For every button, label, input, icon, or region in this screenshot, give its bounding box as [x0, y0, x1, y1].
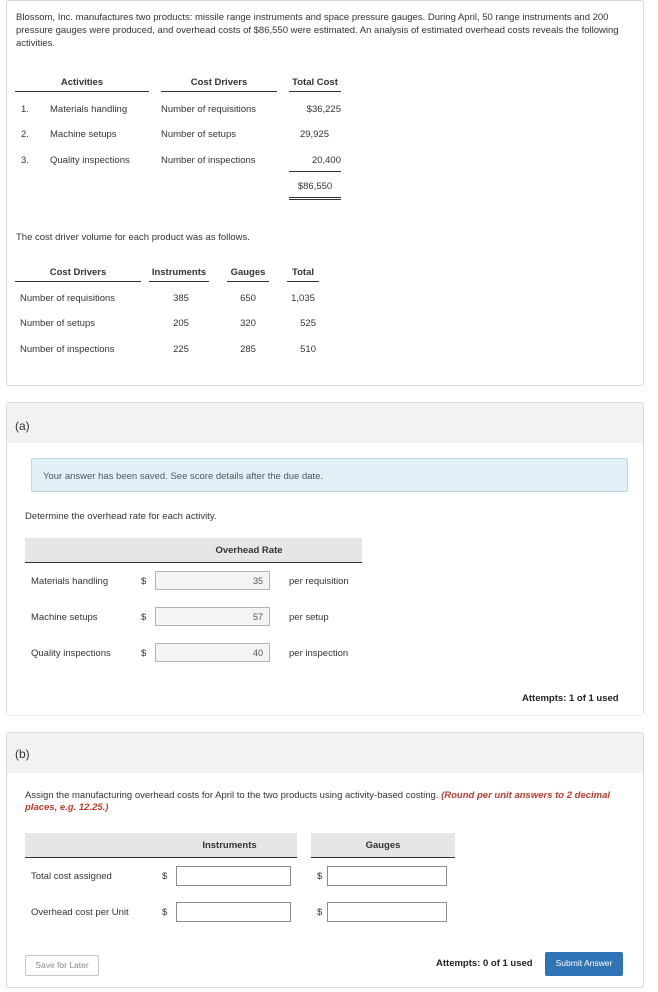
submit-answer-button[interactable]: Submit Answer — [545, 952, 623, 976]
saved-notice — [31, 458, 628, 492]
currency-symbol: $ — [317, 871, 323, 882]
rate-row-label: Machine setups — [31, 612, 98, 623]
save-for-later-button[interactable]: Save for Later — [25, 955, 99, 976]
part-b-header — [7, 733, 643, 773]
rounding-note: (Round per unit answers to 2 decimal places, e.g. 12.25.) — [25, 790, 611, 813]
instruments-volume: 225 — [173, 344, 189, 355]
rate-unit: per requisition — [289, 576, 349, 587]
part-a-label: (a) — [15, 419, 30, 433]
instruments-col-header: Instruments — [202, 840, 257, 851]
row-number: 1. — [21, 104, 29, 115]
gauges-volume: 285 — [240, 344, 256, 355]
materials-handling-rate-input[interactable]: 35 — [155, 571, 270, 590]
saved-notice-text: Your answer has been saved. See score details after the due date. — [43, 471, 324, 482]
part-b-label: (b) — [15, 747, 30, 761]
problem-card — [6, 0, 644, 386]
overhead-rate-header: Overhead Rate — [215, 545, 283, 556]
activity-name: Quality inspections — [50, 155, 130, 166]
instruments-volume: 385 — [173, 293, 189, 304]
currency-symbol: $ — [162, 907, 168, 918]
cost-drivers-header: Cost Drivers — [15, 267, 141, 282]
rate-unit: per setup — [289, 612, 329, 623]
assign-row-label: Total cost assigned — [31, 871, 112, 882]
machine-setups-rate-input[interactable]: 57 — [155, 607, 270, 626]
gauges-col-header: Gauges — [365, 840, 401, 851]
problem-statement: Blossom, Inc. manufactures two products: missile range instruments and space pressure gauges. During April, 50 range instruments and 200 pressure gauges were produced, and overhead costs of $86,550 were estimated. An analysis of estimated overhead costs reveals the following activities. — [16, 12, 619, 49]
currency-symbol: $ — [141, 648, 147, 659]
row-number: 2. — [21, 129, 29, 140]
currency-symbol: $ — [141, 612, 147, 623]
total-cost-value: 29,925 — [299, 129, 329, 140]
part-a-instruction: Determine the overhead rate for each activity. — [25, 511, 217, 522]
gauges-volume: 650 — [240, 293, 256, 304]
total-cost-value: 20,400 — [289, 155, 341, 172]
rate-unit: per inspection — [289, 648, 349, 659]
activity-name: Machine setups — [50, 129, 117, 140]
grand-total-cost: $86,550 — [289, 181, 341, 200]
cost-driver: Number of requisitions — [161, 104, 257, 115]
quality-inspections-rate-input[interactable]: 40 — [155, 643, 270, 662]
gauges-header: Gauges — [227, 267, 269, 282]
activities-header: Activities — [15, 77, 149, 92]
volume-driver: Number of setups — [20, 318, 95, 329]
total-cost-header: Total Cost — [289, 77, 341, 92]
cost-driver: Number of inspections — [161, 155, 256, 166]
volume-driver: Number of requisitions — [20, 293, 116, 304]
instruments-volume: 205 — [173, 318, 189, 329]
instruments-total-cost-input[interactable] — [176, 866, 291, 886]
row-number: 3. — [21, 155, 29, 166]
rate-row-label: Materials handling — [31, 576, 109, 587]
total-volume: 1,035 — [291, 293, 315, 304]
volume-intro: The cost driver volume for each product was as follows. — [16, 232, 250, 243]
gauges-cost-per-unit-input[interactable] — [327, 902, 447, 922]
gauges-volume: 320 — [240, 318, 256, 329]
total-volume: 525 — [300, 318, 316, 329]
part-b-instruction — [25, 790, 625, 814]
currency-symbol: $ — [141, 576, 147, 587]
total-cost-value: $36,225 — [306, 104, 341, 115]
volume-driver: Number of inspections — [20, 344, 115, 355]
instruments-header: Instruments — [149, 267, 209, 282]
currency-symbol: $ — [317, 907, 323, 918]
cost-drivers-header: Cost Drivers — [161, 77, 277, 92]
total-volume: 510 — [300, 344, 316, 355]
activity-name: Materials handling — [50, 104, 128, 115]
part-b-attempts: Attempts: 0 of 1 used — [436, 958, 533, 969]
currency-symbol: $ — [162, 871, 168, 882]
instruments-cost-per-unit-input[interactable] — [176, 902, 291, 922]
assign-row-label: Overhead cost per Unit — [31, 907, 129, 918]
cost-driver: Number of setups — [161, 129, 236, 140]
total-header: Total — [287, 267, 319, 282]
rate-row-label: Quality inspections — [31, 648, 111, 659]
part-a-attempts: Attempts: 1 of 1 used — [522, 693, 619, 704]
gauges-total-cost-input[interactable] — [327, 866, 447, 886]
part-b-card — [6, 732, 644, 988]
part-a-card — [6, 402, 644, 715]
part-b-instruction-text: Assign the manufacturing overhead costs for April to the two products using activity-based costing. — [25, 790, 439, 801]
